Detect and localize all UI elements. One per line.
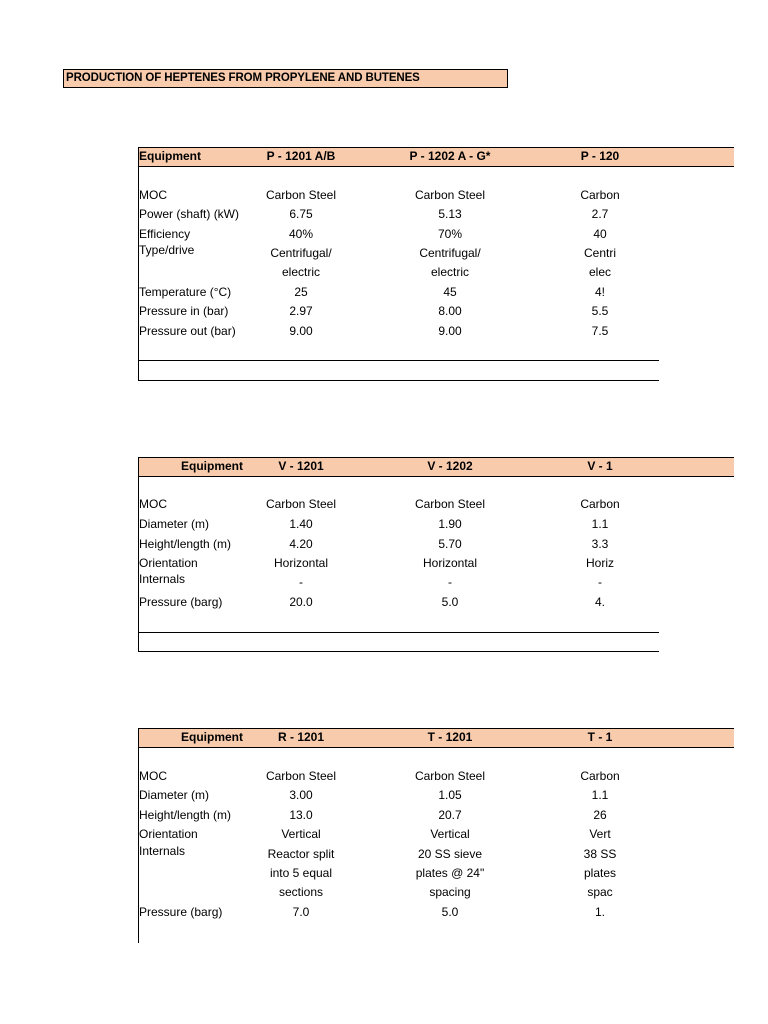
row-value: 5.0: [441, 905, 459, 919]
row-value: 5.0: [441, 595, 459, 609]
row-label: MOC: [139, 188, 167, 202]
row-label: Height/length (m): [139, 537, 232, 551]
row-value: Carbon: [580, 497, 620, 511]
row-value: Horizontal: [273, 556, 329, 570]
row-value: 1.: [594, 905, 605, 919]
row-value: spacing: [429, 885, 471, 899]
row-label: Internals: [139, 844, 186, 858]
row-value: Horizontal: [422, 556, 478, 570]
row-label: Pressure (barg): [139, 595, 223, 609]
row-value: elec: [588, 265, 611, 279]
row-value: 7.0: [292, 905, 310, 919]
row-value: 7.5: [591, 324, 609, 338]
row-value: 25: [294, 285, 308, 299]
row-value: Carbon: [580, 188, 620, 202]
row-value: 5.5: [591, 304, 609, 318]
row-value: Carbon Steel: [265, 497, 337, 511]
row-value: Carbon Steel: [265, 769, 337, 783]
row-value: 5.13: [438, 207, 462, 221]
row-value: plates: [583, 866, 617, 880]
row-value: spac: [587, 885, 613, 899]
row-label: Pressure (barg): [139, 905, 223, 919]
row-value: Reactor split: [267, 847, 335, 861]
row-label: Orientation: [139, 556, 198, 570]
row-label: Pressure in (bar): [139, 304, 229, 318]
row-value: 13.0: [289, 808, 313, 822]
row-value: Carbon: [580, 769, 620, 783]
header-col-2: T - 1201: [427, 730, 473, 744]
row-value: 26: [593, 808, 607, 822]
header-col-2: V - 1202: [427, 459, 473, 473]
row-value: Carbon Steel: [414, 497, 486, 511]
row-value: 9.00: [438, 324, 462, 338]
header-col-1: R - 1201: [277, 730, 325, 744]
header-label: Equipment: [181, 730, 243, 744]
row-value: 20 SS sieve: [417, 847, 483, 861]
row-value: electric: [430, 265, 469, 279]
row-label: Power (shaft) (kW): [139, 207, 240, 221]
row-value: 8.00: [438, 304, 462, 318]
row-value: 20.7: [438, 808, 462, 822]
row-value: 2.97: [289, 304, 313, 318]
row-label: Temperature (°C): [139, 285, 232, 299]
row-label: Height/length (m): [139, 808, 232, 822]
row-value: Carbon Steel: [414, 769, 486, 783]
row-value: 45: [443, 285, 457, 299]
row-value: 40%: [288, 227, 314, 241]
row-value: Vertical: [281, 827, 321, 841]
row-label: Diameter (m): [139, 517, 210, 531]
row-value: into 5 equal: [269, 866, 333, 880]
row-value: Vertical: [430, 827, 470, 841]
header-col-1: P - 1201 A/B: [266, 149, 336, 163]
header-col-3: P - 120: [580, 149, 620, 163]
row-value: 3.3: [591, 537, 609, 551]
row-value: -: [299, 575, 303, 589]
row-value: 4.20: [289, 537, 313, 551]
row-value: sections: [278, 885, 324, 899]
row-value: 4.: [594, 595, 605, 609]
row-value: 4!: [594, 285, 605, 299]
row-label: Pressure out (bar): [139, 324, 236, 338]
page-title: PRODUCTION OF HEPTENES FROM PROPYLENE AND BUTENES: [63, 69, 508, 88]
row-value: Carbon Steel: [265, 188, 337, 202]
row-value: 40: [593, 227, 607, 241]
row-value: 2.7: [591, 207, 609, 221]
row-label: MOC: [139, 769, 167, 783]
row-label: Internals: [139, 572, 186, 586]
row-value: 20.0: [289, 595, 313, 609]
row-label: Orientation: [139, 827, 198, 841]
row-value: Vert: [589, 827, 611, 841]
row-value: 1.05: [438, 788, 462, 802]
row-value: electric: [281, 265, 320, 279]
row-value: 9.00: [289, 324, 313, 338]
row-label: Diameter (m): [139, 788, 210, 802]
row-value: 1.40: [289, 517, 313, 531]
row-value: 6.75: [289, 207, 313, 221]
header-col-1: V - 1201: [278, 459, 324, 473]
row-value: Centrifugal/: [270, 246, 332, 260]
row-value: 5.70: [438, 537, 462, 551]
row-value: -: [598, 575, 602, 589]
row-label: Efficiency: [139, 227, 191, 241]
row-value: -: [448, 575, 452, 589]
row-value: Centri: [583, 246, 616, 260]
row-value: Carbon Steel: [414, 188, 486, 202]
row-value: 38 SS: [583, 847, 617, 861]
header-label: Equipment: [181, 459, 243, 473]
row-value: 70%: [437, 227, 463, 241]
row-value: Centrifugal/: [419, 246, 481, 260]
header-col-3: V - 1: [587, 459, 613, 473]
row-value: 1.1: [591, 517, 609, 531]
row-value: 1.1: [591, 788, 609, 802]
header-col-3: T - 1: [587, 730, 613, 744]
row-value: 3.00: [289, 788, 313, 802]
row-label: Type/drive: [139, 243, 195, 257]
row-value: Horiz: [585, 556, 614, 570]
row-value: plates @ 24": [415, 866, 485, 880]
row-label: MOC: [139, 497, 167, 511]
header-label: Equipment: [139, 149, 201, 163]
row-value: 1.90: [438, 517, 462, 531]
header-col-2: P - 1202 A - G*: [409, 149, 491, 163]
